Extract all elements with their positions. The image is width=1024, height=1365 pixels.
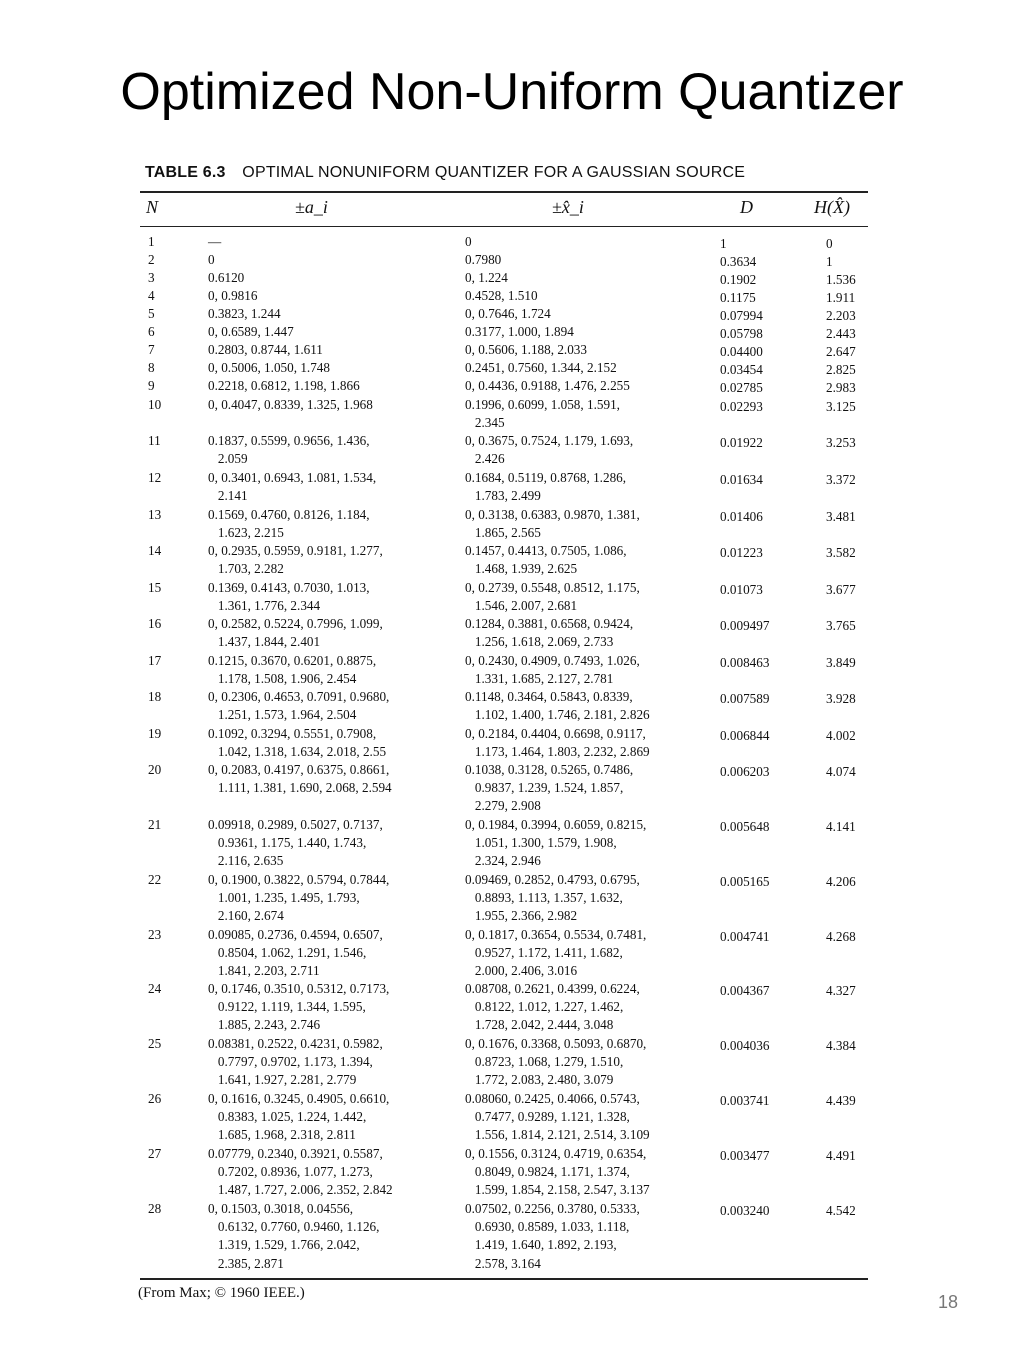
boundary-values: 0.3823, 1.244 — [208, 306, 281, 321]
boundary-values: 0, 0.6589, 1.447 — [208, 324, 294, 339]
entropy-value: 4.268 — [826, 929, 856, 944]
distortion-value: 0.004367 — [720, 983, 770, 998]
entropy-value: 3.372 — [826, 472, 856, 487]
reconstruction-values: 0.09469, 0.2852, 0.4793, 0.6795, 0.8893, 1.113, 1.357, 1.632, 1.955, 2.366, 2.982 — [465, 872, 640, 924]
reconstruction-values: 0, 1.224 — [465, 270, 508, 285]
row-number: 9 — [148, 378, 155, 393]
reconstruction-values: 0.3177, 1.000, 1.894 — [465, 324, 574, 339]
page-number: 18 — [937, 1292, 958, 1312]
reconstruction-values: 0, 0.1984, 0.3994, 0.6059, 0.8215, 1.051, 1.300, 1.579, 1.908, 2.324, 2.946 — [465, 817, 647, 869]
row-number: 4 — [148, 288, 155, 303]
reconstruction-values: 0.1996, 0.6099, 1.058, 1.591, 2.345 — [465, 397, 620, 431]
boundary-values: 0, 0.1616, 0.3245, 0.4905, 0.6610, 0.8383, 1.025, 1.224, 1.442, 1.685, 1.968, 2.318, 2.811 — [208, 1091, 390, 1143]
boundary-values: 0, 0.3401, 0.6943, 1.081, 1.534, 2.141 — [208, 470, 377, 504]
entropy-value: 4.384 — [826, 1038, 856, 1053]
entropy-value: 1.911 — [826, 290, 856, 305]
row-number: 11 — [148, 433, 161, 448]
row-number: 16 — [148, 616, 162, 631]
boundary-values: 0, 0.1900, 0.3822, 0.5794, 0.7844, 1.001, 1.235, 1.495, 1.793, 2.160, 2.674 — [208, 872, 390, 924]
entropy-value: 0 — [826, 236, 833, 251]
entropy-value: 1.536 — [826, 272, 856, 287]
boundary-values: 0.09918, 0.2989, 0.5027, 0.7137, 0.9361, 1.175, 1.440, 1.743, 2.116, 2.635 — [208, 817, 383, 869]
entropy-value: 3.125 — [826, 399, 856, 414]
entropy-value: 3.582 — [826, 545, 856, 560]
row-number: 12 — [148, 470, 162, 485]
boundary-values: 0.1092, 0.3294, 0.5551, 0.7908, 1.042, 1.318, 1.634, 2.018, 2.55 — [208, 726, 387, 760]
row-number: 21 — [148, 817, 162, 832]
entropy-value: 4.542 — [826, 1203, 856, 1218]
header-x: ±x̂_i — [552, 197, 584, 217]
row-number: 1 — [148, 234, 155, 249]
row-number: 20 — [148, 762, 162, 777]
boundary-values: 0.1837, 0.5599, 0.9656, 1.436, 2.059 — [208, 433, 370, 467]
distortion-value: 0.03454 — [720, 362, 763, 377]
distortion-value: 0.003477 — [720, 1148, 770, 1163]
boundary-values: 0.2218, 0.6812, 1.198, 1.866 — [208, 378, 360, 393]
reconstruction-values: 0, 0.2739, 0.5548, 0.8512, 1.175, 1.546, 2.007, 2.681 — [465, 580, 640, 614]
reconstruction-values: 0.07502, 0.2256, 0.3780, 0.5333, 0.6930, 0.8589, 1.033, 1.118, 1.419, 1.640, 1.892, 2.193, 2.578, 3.164 — [465, 1201, 640, 1271]
boundary-values: 0.08381, 0.2522, 0.4231, 0.5982, 0.7797, 0.9702, 1.173, 1.394, 1.641, 1.927, 2.281, 2.779 — [208, 1036, 383, 1088]
distortion-value: 0.01922 — [720, 435, 763, 450]
distortion-value: 0.3634 — [720, 254, 757, 269]
boundary-values: 0.09085, 0.2736, 0.4594, 0.6507, 0.8504, 1.062, 1.291, 1.546, 1.841, 2.203, 2.711 — [208, 927, 383, 979]
distortion-value: 0.1902 — [720, 272, 757, 287]
boundary-values: 0, 0.2306, 0.4653, 0.7091, 0.9680, 1.251, 1.573, 1.964, 2.504 — [208, 689, 390, 723]
row-number: 17 — [148, 653, 162, 668]
reconstruction-values: 0.1284, 0.3881, 0.6568, 0.9424, 1.256, 1.618, 2.069, 2.733 — [465, 616, 634, 650]
header-n: N — [146, 197, 159, 217]
reconstruction-values: 0.1457, 0.4413, 0.7505, 1.086, 1.468, 1.939, 2.625 — [465, 543, 627, 577]
row-number: 7 — [148, 342, 155, 357]
table-label: TABLE 6.3 — [145, 164, 226, 181]
row-number: 8 — [148, 360, 155, 375]
reconstruction-values: 0.08060, 0.2425, 0.4066, 0.5743, 0.7477, 0.9289, 1.121, 1.328, 1.556, 1.814, 2.121, 2.514, 3.109 — [465, 1091, 650, 1143]
row-number: 26 — [148, 1091, 162, 1106]
boundary-values: 0.1569, 0.4760, 0.8126, 1.184, 1.623, 2.215 — [208, 507, 370, 541]
reconstruction-values: 0, 0.3138, 0.6383, 0.9870, 1.381, 1.865, 2.565 — [465, 507, 640, 541]
boundary-values: — — [208, 234, 222, 249]
header-a: ±a_i — [295, 197, 328, 217]
row-number: 23 — [148, 927, 162, 942]
row-number: 25 — [148, 1036, 162, 1051]
reconstruction-values: 0 — [465, 234, 472, 249]
reconstruction-values: 0.2451, 0.7560, 1.344, 2.152 — [465, 360, 617, 375]
reconstruction-values: 0, 0.2184, 0.4404, 0.6698, 0.9117, 1.173, 1.464, 1.803, 2.232, 2.869 — [465, 726, 650, 760]
distortion-value: 0.005648 — [720, 819, 770, 834]
row-number: 24 — [148, 981, 162, 996]
entropy-value: 4.206 — [826, 874, 856, 889]
boundary-values: 0 — [208, 252, 215, 267]
row-number: 13 — [148, 507, 162, 522]
reconstruction-values: 0.1038, 0.3128, 0.5265, 0.7486, 0.9837, 1.239, 1.524, 1.857, 2.279, 2.908 — [465, 762, 634, 814]
distortion-value: 0.004741 — [720, 929, 770, 944]
boundary-values: 0, 0.5006, 1.050, 1.748 — [208, 360, 330, 375]
boundary-values: 0.6120 — [208, 270, 245, 285]
table-footnote: (From Max; © 1960 IEEE.) — [138, 1285, 305, 1301]
reconstruction-values: 0.7980 — [465, 252, 502, 267]
row-number: 5 — [148, 306, 155, 321]
boundary-values: 0, 0.1746, 0.3510, 0.5312, 0.7173, 0.9122, 1.119, 1.344, 1.595, 1.885, 2.243, 2.746 — [208, 981, 390, 1033]
header-h: H(X̂) — [814, 197, 850, 217]
entropy-value: 4.074 — [826, 764, 856, 779]
row-number: 15 — [148, 580, 162, 595]
distortion-value: 0.07994 — [720, 308, 763, 323]
entropy-value: 3.481 — [826, 509, 856, 524]
reconstruction-values: 0, 0.5606, 1.188, 2.033 — [465, 342, 587, 357]
distortion-value: 0.1175 — [720, 290, 756, 305]
row-number: 10 — [148, 397, 162, 412]
distortion-value: 0.01406 — [720, 509, 763, 524]
boundary-values: 0, 0.2935, 0.5959, 0.9181, 1.277, 1.703, 2.282 — [208, 543, 383, 577]
row-number: 19 — [148, 726, 162, 741]
distortion-value: 0.05798 — [720, 326, 763, 341]
reconstruction-values: 0.4528, 1.510 — [465, 288, 538, 303]
table-caption-text: OPTIMAL NONUNIFORM QUANTIZER FOR A GAUSSIAN SOURCE — [242, 164, 746, 181]
slide-title: Optimized Non-Uniform Quantizer — [120, 63, 904, 121]
reconstruction-values: 0.1684, 0.5119, 0.8768, 1.286, 1.783, 2.499 — [465, 470, 627, 504]
distortion-value: 0.004036 — [720, 1038, 770, 1053]
entropy-value: 4.439 — [826, 1093, 856, 1108]
entropy-value: 4.327 — [826, 983, 856, 998]
entropy-value: 3.765 — [826, 618, 856, 633]
row-number: 27 — [148, 1146, 162, 1161]
row-number: 18 — [148, 689, 162, 704]
reconstruction-values: 0.08708, 0.2621, 0.4399, 0.6224, 0.8122, 1.012, 1.227, 1.462, 1.728, 2.042, 2.444, 3.048 — [465, 981, 640, 1033]
distortion-value: 0.003741 — [720, 1093, 770, 1108]
row-number: 28 — [148, 1201, 162, 1216]
distortion-value: 0.006203 — [720, 764, 770, 779]
distortion-value: 0.005165 — [720, 874, 770, 889]
entropy-value: 3.677 — [826, 582, 856, 597]
distortion-value: 0.003240 — [720, 1203, 770, 1218]
reconstruction-values: 0, 0.3675, 0.7524, 1.179, 1.693, 2.426 — [465, 433, 634, 467]
distortion-value: 0.006844 — [720, 728, 770, 743]
reconstruction-values: 0, 0.1676, 0.3368, 0.5093, 0.6870, 0.8723, 1.068, 1.279, 1.510, 1.772, 2.083, 2.480, 3.079 — [465, 1036, 647, 1088]
entropy-value: 2.203 — [826, 308, 856, 323]
reconstruction-values: 0, 0.7646, 1.724 — [465, 306, 551, 321]
entropy-value: 2.647 — [826, 344, 856, 359]
entropy-value: 4.141 — [826, 819, 856, 834]
distortion-value: 1 — [720, 236, 727, 251]
row-number: 22 — [148, 872, 162, 887]
distortion-value: 0.009497 — [720, 618, 770, 633]
distortion-value: 0.01223 — [720, 545, 763, 560]
entropy-value: 4.491 — [826, 1148, 856, 1163]
distortion-value: 0.01073 — [720, 582, 763, 597]
distortion-value: 0.02785 — [720, 380, 763, 395]
entropy-value: 3.928 — [826, 691, 856, 706]
row-number: 2 — [148, 252, 155, 267]
distortion-value: 0.01634 — [720, 472, 763, 487]
row-number: 6 — [148, 324, 155, 339]
entropy-value: 2.443 — [826, 326, 856, 341]
distortion-value: 0.007589 — [720, 691, 770, 706]
header-d: D — [740, 197, 753, 217]
entropy-value: 2.825 — [826, 362, 856, 377]
reconstruction-values: 0, 0.2430, 0.4909, 0.7493, 1.026, 1.331, 1.685, 2.127, 2.781 — [465, 653, 640, 687]
entropy-value: 1 — [826, 254, 833, 269]
boundary-values: 0.1215, 0.3670, 0.6201, 0.8875, 1.178, 1.508, 1.906, 2.454 — [208, 653, 377, 687]
reconstruction-values: 0, 0.1817, 0.3654, 0.5534, 0.7481, 0.9527, 1.172, 1.411, 1.682, 2.000, 2.406, 3.016 — [465, 927, 647, 979]
boundary-values: 0, 0.2083, 0.4197, 0.6375, 0.8661, 1.111, 1.381, 1.690, 2.068, 2.594 — [208, 762, 392, 796]
entropy-value: 2.983 — [826, 380, 856, 395]
distortion-value: 0.02293 — [720, 399, 763, 414]
boundary-values: 0, 0.1503, 0.3018, 0.04556, 0.6132, 0.7760, 0.9460, 1.126, 1.319, 1.529, 1.766, 2.042, 2.385, 2.871 — [208, 1201, 380, 1271]
entropy-value: 4.002 — [826, 728, 856, 743]
entropy-value: 3.253 — [826, 435, 856, 450]
boundary-values: 0, 0.2582, 0.5224, 0.7996, 1.099, 1.437, 1.844, 2.401 — [208, 616, 383, 650]
reconstruction-values: 0, 0.1556, 0.3124, 0.4719, 0.6354, 0.8049, 0.9824, 1.171, 1.374, 1.599, 1.854, 2.158, 2.547, 3.137 — [465, 1146, 650, 1198]
distortion-value: 0.008463 — [720, 655, 770, 670]
boundary-values: 0, 0.9816 — [208, 288, 258, 303]
boundary-values: 0.2803, 0.8744, 1.611 — [208, 342, 323, 357]
boundary-values: 0, 0.4047, 0.8339, 1.325, 1.968 — [208, 397, 373, 412]
distortion-value: 0.04400 — [720, 344, 763, 359]
row-number: 14 — [148, 543, 162, 558]
reconstruction-values: 0, 0.4436, 0.9188, 1.476, 2.255 — [465, 378, 630, 393]
reconstruction-values: 0.1148, 0.3464, 0.5843, 0.8339, 1.102, 1.400, 1.746, 2.181, 2.826 — [465, 689, 650, 723]
row-number: 3 — [148, 270, 155, 285]
boundary-values: 0.1369, 0.4143, 0.7030, 1.013, 1.361, 1.776, 2.344 — [208, 580, 370, 614]
boundary-values: 0.07779, 0.2340, 0.3921, 0.5587, 0.7202, 0.8936, 1.077, 1.273, 1.487, 1.727, 2.006, 2.352, 2.842 — [208, 1146, 393, 1198]
entropy-value: 3.849 — [826, 655, 856, 670]
